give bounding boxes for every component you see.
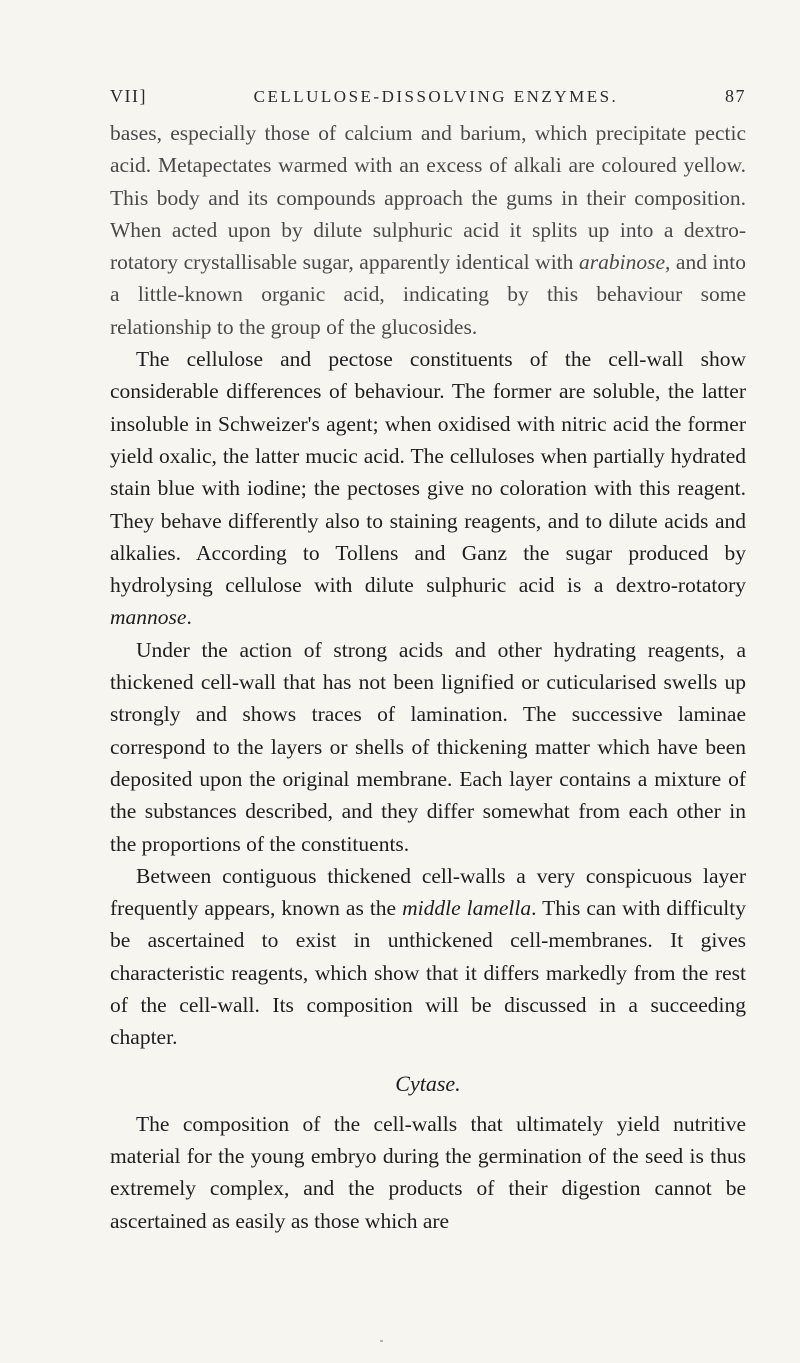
paragraph-4-part-a: Between contiguous thickened cell-walls a very conspicuous layer frequently appears, known as the [110, 863, 746, 921]
paragraph-4-part-b: . This can with difficulty be ascertained to exist in unthickened cell-membranes. It gives characteristic reagents, which show that it differs markedly from the rest of the cell-wall. Its composition will be discussed in a succeeding chapter. [110, 896, 746, 1050]
paragraph-4 [110, 860, 746, 1054]
paragraph-2 [110, 343, 746, 634]
term-arabinose: arabinose [578, 250, 665, 275]
term-middle-lamella: middle lamella [402, 896, 532, 921]
running-title: CELLULOSE-DISSOLVING ENZYMES. [253, 87, 619, 106]
paragraph-5: The composition of the cell-walls that ultimately yield nutritive material for the young embryo during the germination of the seed is thus extremely complex, and the products of their digestion cannot be ascertained as easily as those which are [110, 1111, 746, 1233]
section-heading: Cytase. [395, 1070, 461, 1096]
running-head [110, 86, 746, 107]
paragraph-1-part-b: , and into a little-known organic acid, indicating by this behaviour some relationship to the group of the glucosides. [110, 250, 746, 339]
chapter-number: VII] [110, 86, 147, 106]
paragraph-1-part-a: bases, especially those of calcium and barium, which precipitate pectic acid. Metapectates warmed with an excess of alkali are coloured yellow. This body and its compounds approach the gums in their composition. When acted upon by dilute sulphuric acid it splits up into a dextro-rotatory crystallisable sugar, apparently identical with [110, 121, 746, 275]
paragraph-2-part-b: . [186, 605, 192, 630]
paragraph-1 [110, 117, 746, 343]
paragraph-3: Under the action of strong acids and other hydrating reagents, a thickened cell-wall that has not been lignified or cuticularised swells up strongly and shows traces of lamination. The successive laminae correspond to the layers or shells of thickening matter which have been deposited upon the original membrane. Each layer contains a mixture of the substances described, and they differ somewhat from each other in the proportions of the constituents. [110, 637, 746, 856]
book-page [110, 86, 746, 1237]
scan-speck [380, 1340, 383, 1342]
paragraph-2-part-a: The cellulose and pectose constituents of the cell-wall show considerable differences of behaviour. The former are soluble, the latter insoluble in Schweizer's agent; when oxidised with nitric acid the former yield oxalic, the latter mucic acid. The celluloses when partially hydrated stain blue with iodine; the pectoses give no coloration with this reagent. They behave differently also to staining reagents, and to dilute acids and alkalies. According to Tollens and Ganz the sugar produced by hydrolysing cellulose with dilute sulphuric acid is a dextro-rotatory [110, 347, 746, 598]
page-number: 87 [724, 86, 746, 106]
term-mannose: mannose [110, 605, 187, 630]
